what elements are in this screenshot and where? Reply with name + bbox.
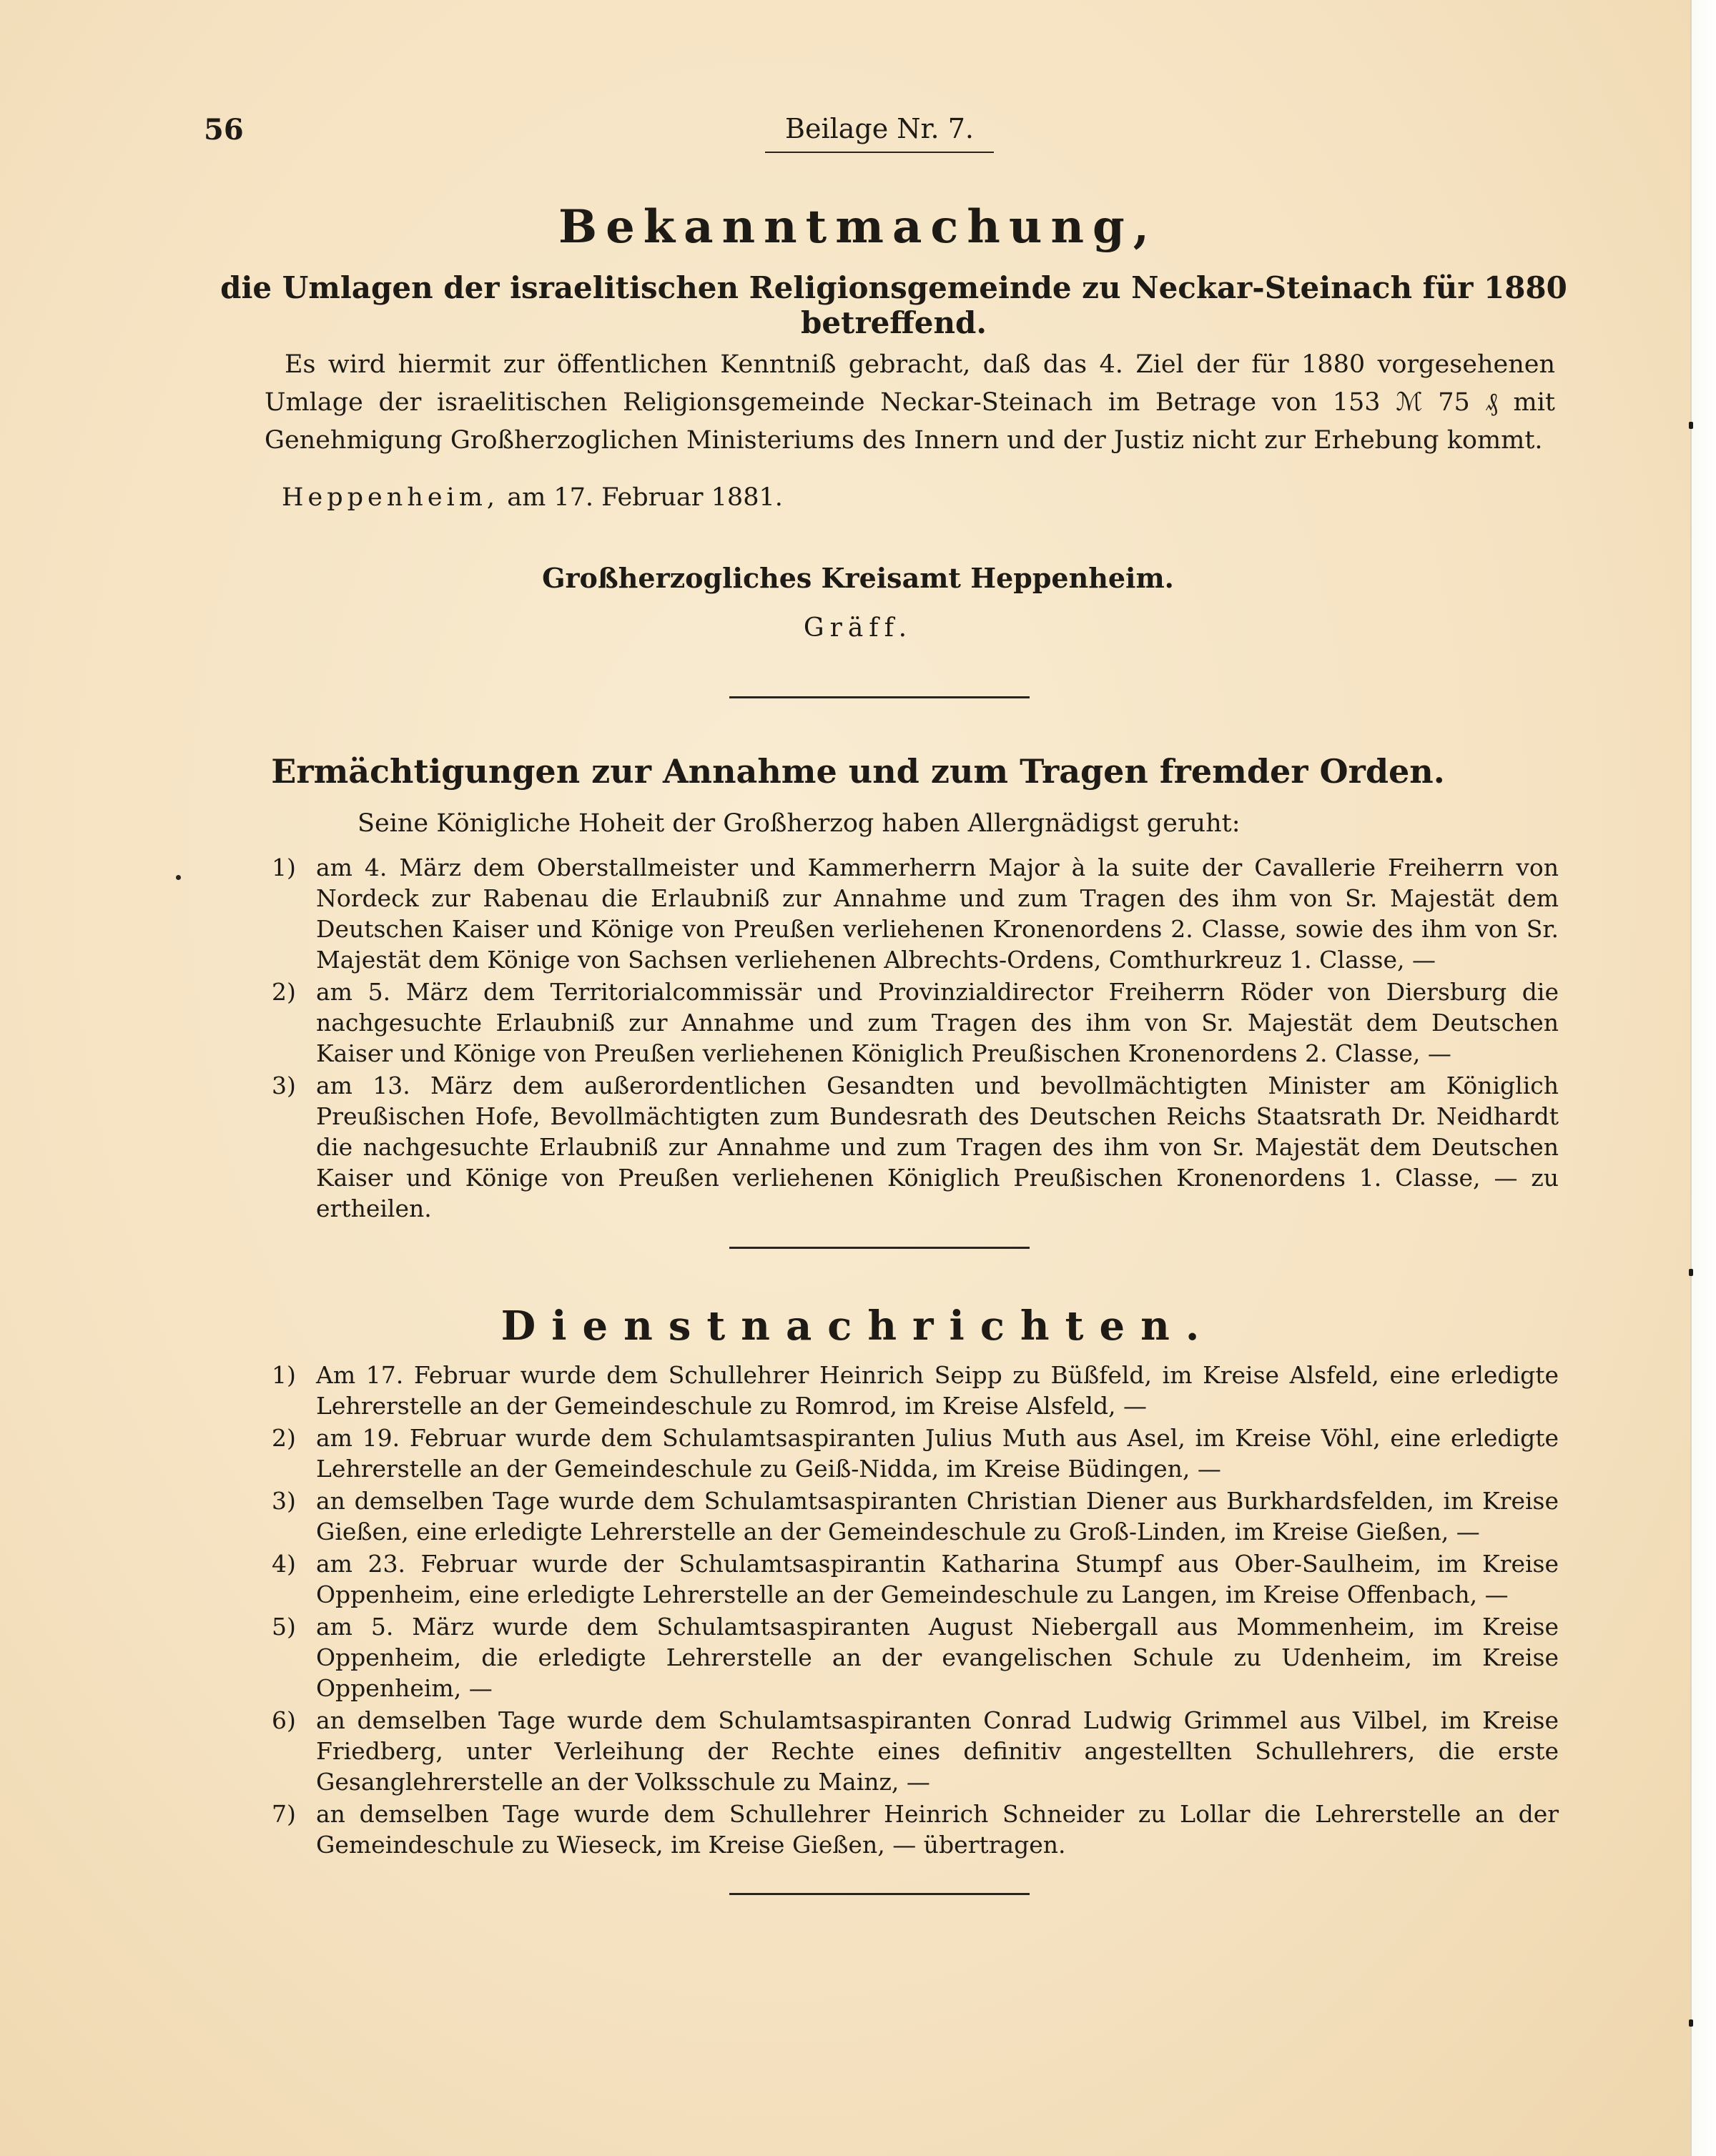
service-list	[272, 1360, 1559, 1861]
service-section-title: Dienstnachrichten.	[500, 1302, 1216, 1350]
edge-mark	[1689, 2019, 1693, 2027]
item-number: 4)	[272, 1550, 296, 1578]
page-edge	[1690, 0, 1716, 2156]
list-item	[272, 976, 1559, 1069]
item-text: an demselben Tage wurde dem Schullehrer Heinrich Schneider zu Lollar die Lehrerstelle an der Gemeindeschule zu Wieseck, im Kreise Gießen, — übertragen.	[316, 1800, 1559, 1859]
signature-name: Gräff.	[803, 613, 913, 643]
list-item	[272, 1070, 1559, 1224]
list-item	[272, 1360, 1559, 1421]
announcement-subtitle: die Umlagen der israelitischen Religionsgemeinde zu Neckar-Steinach für 1880 betreffend.	[220, 270, 1567, 340]
orders-intro: Seine Königliche Hoheit der Großherzog haben Allergnädigst geruht:	[358, 809, 1241, 838]
orders-list	[272, 852, 1559, 1225]
issuing-office: Großherzogliches Kreisamt Heppenheim.	[542, 562, 1174, 594]
stray-dot	[176, 875, 181, 880]
list-item	[272, 1423, 1559, 1484]
place-name: Heppenheim,	[282, 483, 500, 512]
item-number: 2)	[272, 1424, 296, 1452]
item-text: am 13. März dem außerordentlichen Gesandten und bevollmächtigten Minister am Königlich Preußischen Hofe, Bevollmächtigten zum Bundesrath des Deutschen Reichs Staatsrath Dr. Neidhardt die nachgesuchte Erlaubniß zur Annahme und zum Tragen des ihm von Sr. Majestät dem Deutschen Kaiser und Könige von Preußen verliehenen Königlich Preußischen Kronenordens 1. Classe, — zu ertheilen.	[316, 1072, 1559, 1222]
item-text: am 19. Februar wurde dem Schulamtsaspiranten Julius Muth aus Asel, im Kreise Vöhl, eine erledigte Lehrerstelle an der Gemeindeschule zu Geiß-Nidda, im Kreise Büdingen, —	[316, 1424, 1559, 1483]
item-number: 3)	[272, 1072, 296, 1099]
edge-mark	[1689, 1269, 1693, 1276]
section-divider	[729, 696, 1030, 698]
item-text: am 23. Februar wurde der Schulamtsaspirantin Katharina Stumpf aus Ober-Saulheim, im Kreise Oppenheim, eine erledigte Lehrerstelle an der Gemeindeschule zu Langen, im Kreise Offenbach, —	[316, 1550, 1559, 1608]
section-divider	[729, 1247, 1030, 1249]
list-item	[272, 1485, 1559, 1547]
list-item	[272, 1611, 1559, 1703]
item-number: 6)	[272, 1706, 296, 1734]
item-text: am 4. März dem Oberstallmeister und Kammerherrn Major à la suite der Cavallerie Freiherrn von Nordeck zur Rabenau die Erlaubniß zur Annahme und zum Tragen des ihm von Sr. Majestät dem Deutschen Kaiser und Könige von Preußen verliehenen Kronenordens 2. Classe, sowie des ihm von Sr. Majestät dem Könige von Sachsen verliehenen Albrechts-Ordens, Comthurkreuz 1. Classe, —	[316, 854, 1559, 974]
item-text: am 5. März wurde dem Schulamtsaspiranten August Niebergall aus Mommenheim, im Kreise Oppenheim, die erledigte Lehrerstelle an der evangelischen Schule zu Udenheim, im Kreise Oppenheim, —	[316, 1613, 1559, 1702]
list-item	[272, 852, 1559, 975]
item-text: Am 17. Februar wurde dem Schullehrer Heinrich Seipp zu Büßfeld, im Kreise Alsfeld, eine erledigte Lehrerstelle an der Gemeindeschule zu Romrod, im Kreise Alsfeld, —	[316, 1361, 1559, 1420]
item-text: an demselben Tage wurde dem Schulamtsaspiranten Christian Diener aus Burkhardsfelden, im Kreise Gießen, eine erledigte Lehrerstelle an der Gemeindeschule zu Groß-Linden, im Kreise Gießen, —	[316, 1487, 1559, 1546]
list-item	[272, 1548, 1559, 1610]
item-text: am 5. März dem Territorialcommissär und Provinzialdirector Freiherrn Röder von Diersburg die nachgesuchte Erlaubniß zur Annahme und zum Tragen des ihm von Sr. Majestät dem Deutschen Kaiser und Könige von Preußen verliehenen Königlich Preußischen Kronenordens 2. Classe, —	[316, 978, 1559, 1067]
item-number: 1)	[272, 1361, 296, 1389]
announcement-body	[265, 346, 1555, 460]
item-number: 1)	[272, 854, 296, 881]
item-text: an demselben Tage wurde dem Schulamtsaspiranten Conrad Ludwig Grimmel aus Vilbel, im Kreise Friedberg, unter Verleihung der Rechte eines definitiv angestellten Schullehrers, die erste Gesanglehrerstelle an der Volksschule zu Mainz, —	[316, 1706, 1559, 1796]
place-date-line	[282, 483, 783, 512]
header-rule	[765, 152, 994, 153]
item-number: 7)	[272, 1800, 296, 1828]
item-number: 3)	[272, 1487, 296, 1515]
list-item	[272, 1799, 1559, 1860]
page-number: 56	[204, 113, 244, 147]
announcement-title: Bekanntmachung,	[558, 200, 1158, 254]
date-text: am 17. Februar 1881.	[507, 483, 783, 512]
orders-section-title: Ermächtigungen zur Annahme und zum Tragen fremder Orden.	[271, 752, 1445, 791]
section-divider	[729, 1893, 1030, 1895]
item-number: 2)	[272, 978, 296, 1006]
list-item	[272, 1705, 1559, 1797]
item-number: 5)	[272, 1613, 296, 1641]
edge-mark	[1689, 422, 1693, 429]
running-head: Beilage Nr. 7.	[785, 113, 974, 144]
announcement-paragraph: Es wird hiermit zur öffentlichen Kenntniß gebracht, daß das 4. Ziel der für 1880 vorgesehenen Umlage der israelitischen Religionsgemeinde Neckar-Steinach im Betrage von 153 ℳ 75 ₰ mit Genehmigung Großherzoglichen Ministeriums des Innern und der Justiz nicht zur Erhebung kommt.	[265, 350, 1555, 455]
